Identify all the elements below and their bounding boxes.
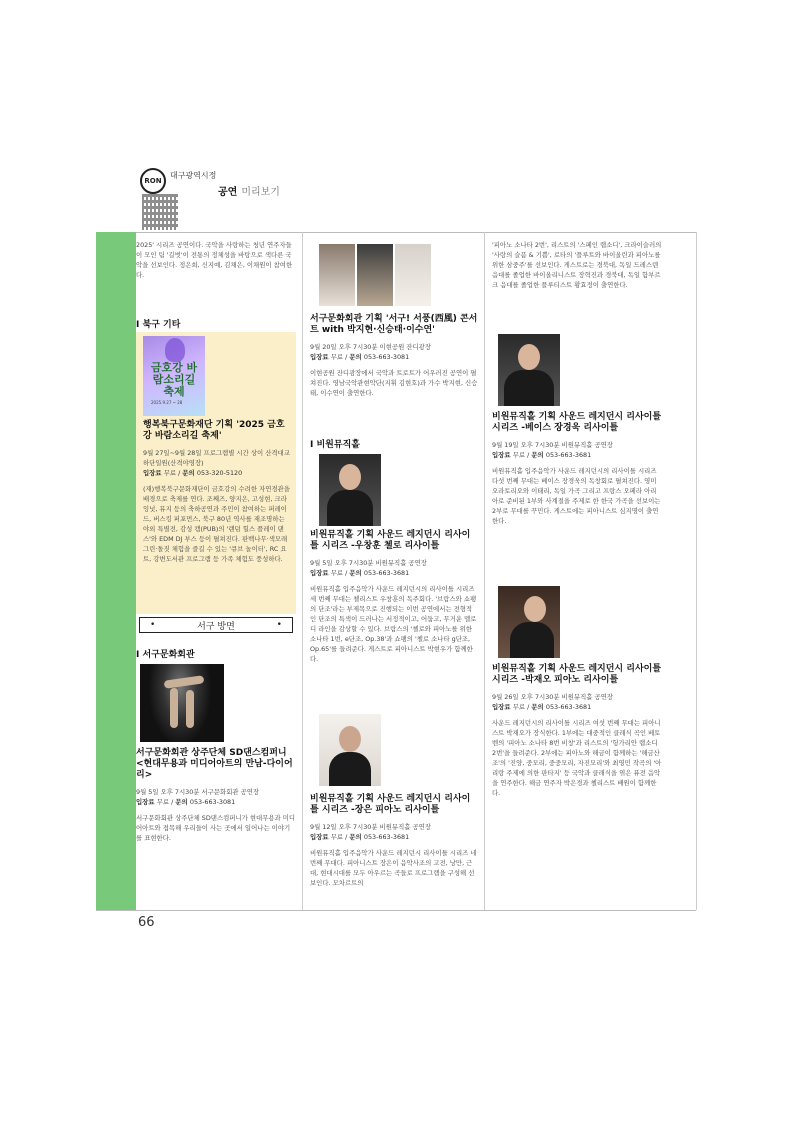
portrait-torso xyxy=(510,622,554,658)
event-body: 비원뮤직홀 입주음악가 사운드 레지던시의 리사이틀 시리즈 다섯 번째 무대는 베이스 장경욱의 독창회로 펼쳐진다. 영미 오라토리오와 이태리, 독일 가곡 그리고 프랑스 오페라 아리아로 준비된 1부와 사계절을 주제로 한 한국 가곡을 선보이는 2부로 무대를 꾸민다. 게스트에는 피아니스트 심지명이 출연한다. xyxy=(492,467,661,525)
inquiry-value: 053-663-3681 xyxy=(363,833,410,841)
inquiry-value: 053-663-3681 xyxy=(545,703,592,711)
bullet-right: • xyxy=(276,620,282,630)
inquiry-value: 053-663-3681 xyxy=(363,569,410,577)
inquiry-value: 053-663-3081 xyxy=(189,798,236,806)
category-heading xyxy=(136,642,296,661)
portrait-head xyxy=(339,726,361,752)
event-admission xyxy=(492,450,662,460)
admission-value: 무료 / xyxy=(512,703,532,711)
event-body: 비원뮤직홀 입주음악가 사운드 레지던시의 리사이틀 시리즈 세 번째 무대는 첼리스트 우창훈의 독주회다. '브람스와 쇼팽의 단조'라는 부제목으로 진행되는 이번 공연에서는 전형적인 단조의 특색이 드러나는 서정적이고, 어둡고, 무거운 멜로디 라인을 감상할 수 있다. 브람스의 '첼로와 피아노를 위한 소나타 1번, e단조, Op.38'과 쇼팽의 '첼로 소나타 g단조, Op.65'를 들려준다. 게스트로 피아니스트 박현우가 함께한다. xyxy=(310,585,477,663)
event-body: 이현공원 잔디광장에서 국악과 트로트가 어우러진 공연이 펼쳐진다. 영남국악관현악단(지휘 김현호)과 가수 박지현, 신승태, 이수연이 출연한다. xyxy=(310,369,478,397)
admission-label: 입장료 xyxy=(310,833,331,841)
qr-code-icon xyxy=(142,194,178,230)
event-admission xyxy=(310,832,478,842)
singer-photo-2 xyxy=(357,244,393,306)
event-date: 9월 26일 오후 7시30분 비원뮤직홀 공연장 xyxy=(492,693,613,701)
continued-text: '피아노 소나타 2번', 리스트의 '스페인 랩소디', 크라이슬러의 '사랑의 슬픔 & 기쁨', 로타의 '플루트와 바이올린과 피아노를 위한 삼중주'를 선보인다. 게스트로는 경북대, 독일 드레스덴 음대를 졸업한 바이올리니스트 장혁진과 경북대, 독일 함부르크 음대를 졸업한 플루티스트 황효정이 출연한다. xyxy=(492,241,662,289)
inquiry-label: 문의 xyxy=(349,353,364,361)
pianist-park-portrait xyxy=(498,586,560,658)
admission-value: 무료 / xyxy=(330,833,350,841)
inquiry-label: 문의 xyxy=(349,833,364,841)
intro-text: 2025' 시리즈 공연이다. 국악을 사랑하는 청년 연주자들이 모인 팀 '길벗'이 전통의 정체성을 바탕으로 색다른 국악을 선보인다. 정은희, 신지예, 김채은, 이채원이 참여한다. xyxy=(136,241,293,279)
dancer-figure xyxy=(186,690,194,728)
dancer-figure xyxy=(170,688,178,728)
inquiry-label: 문의 xyxy=(531,451,546,459)
category-heading xyxy=(310,432,478,451)
event-festival xyxy=(143,420,290,564)
event-dance xyxy=(136,748,296,843)
admission-value: 무료 / xyxy=(330,569,350,577)
inquiry-value: 053-663-3681 xyxy=(545,451,592,459)
category-west-hall: I 서구문화회관 xyxy=(136,650,195,660)
admission-label: 입장료 xyxy=(143,469,164,477)
inquiry-label: 문의 xyxy=(175,798,190,806)
category-heading xyxy=(136,312,296,331)
frame-bottom-rule xyxy=(96,910,696,911)
portrait-torso xyxy=(329,752,371,786)
category-buk: I 북구 기타 xyxy=(136,320,181,330)
event-body: 비원뮤직홀 입주음악가 사운드 레지던시 리사이틀 시리즈 네 번째 무대다. 피아니스트 장은이 음악사조의 고전, 낭만, 근대, 현대시대를 모두 아우르는 곡들로 프로그램을 구성해 선보인다. 모차르트의 xyxy=(310,849,477,887)
event-title: 서구문화회관 상주단체 SD댄스컴퍼니 <현대무용과 미디어아트의 만남-다이어리> xyxy=(136,748,293,780)
portrait-head xyxy=(524,596,546,622)
admission-value: 무료 / xyxy=(330,353,350,361)
column-divider xyxy=(484,232,485,910)
admission-label: 입장료 xyxy=(310,353,331,361)
event-date: 9월 12일 오후 7시30분 비원뮤직홀 공연장 xyxy=(310,823,431,831)
event-admission xyxy=(143,468,290,478)
cellist-portrait xyxy=(319,454,381,526)
pianist-portrait xyxy=(319,714,381,786)
event-body: 사운드 레지던시의 리사이틀 시리즈 여섯 번째 무대는 피아니스트 박재오가 장식한다. 1부에는 대중적인 클래식 곡인 베토벤의 '피아노 소나타 8번 비창'과 리스트의 '헝가리안 랩소디 2번'을 들려준다. 2부에는 피아노와 해금이 함께하는 '해금산조'의 '진양, 중모리, 중중모리, 자진모리'와 최영민 작곡의 '아리랑 주제에 의한 판타지' 등 국악과 클래식을 엮은 퓨전 음악을 연주한다. 해금 연주자 박은경과 첼리스트 배원이 함께한다. xyxy=(492,719,662,797)
event-date: 9월 19일 오후 7시30분 비원뮤직홀 공연장 xyxy=(492,441,613,449)
event-title: 비원뮤직홀 기획 사운드 레지던시 리사이틀 시리즈 -우창훈 첼로 리사이틀 xyxy=(310,530,471,551)
admission-value: 무료 / xyxy=(156,798,176,806)
singer-photo-1 xyxy=(319,244,355,306)
event-body: 서구문화회관 상주단체 SD댄스컴퍼니가 현대무용과 미디어아트와 접목해 우리들이 사는 곳에서 일어나는 이야기를 표현한다. xyxy=(136,814,296,842)
event-concert xyxy=(310,314,478,398)
event-piano-park xyxy=(492,664,662,798)
section-label xyxy=(218,183,280,198)
singers-photo xyxy=(319,244,431,306)
ron-badge: RON xyxy=(140,168,166,194)
section-label-light: 미리보기 xyxy=(241,187,280,198)
event-date: 9월 20일 오후 7시30분 이현공원 잔디광장 xyxy=(310,343,431,351)
continued-text-block xyxy=(492,240,662,290)
event-title: 비원뮤직홀 기획 사운드 레지던시 리사이틀 시리즈 -베이스 장경욱 리사이틀 xyxy=(492,412,662,433)
column-2 xyxy=(310,232,478,910)
admission-label: 입장료 xyxy=(492,451,513,459)
poster-title: 금호강 바람소리길 축제 xyxy=(150,361,198,398)
column-3 xyxy=(492,232,662,910)
admission-value: 무료 / xyxy=(163,469,183,477)
admission-label: 입장료 xyxy=(492,703,513,711)
event-admission xyxy=(310,568,478,578)
event-date: 9월 5일 오후 7시30분 비원뮤직홀 공연장 xyxy=(310,559,427,567)
west-box-label: 서구 방면 xyxy=(197,621,235,632)
category-biwon: I 비원뮤직홀 xyxy=(310,440,360,450)
poster-figure xyxy=(165,338,185,362)
event-bass xyxy=(492,412,662,526)
bass-singer-portrait xyxy=(498,334,560,406)
inquiry-value: 053-320-5120 xyxy=(196,469,243,477)
event-title: 서구문화회관 기획 '서구! 서풍(西風) 콘서트 with 박지현·신승태·이수연' xyxy=(310,314,478,335)
frame-right-rule xyxy=(696,232,697,910)
section-label-bold: 공연 xyxy=(218,187,238,198)
portrait-torso xyxy=(504,370,554,406)
inquiry-label: 문의 xyxy=(182,469,197,477)
event-title: 비원뮤직홀 기획 사운드 레지던시 리사이틀 시리즈 -장은 피아노 리사이틀 xyxy=(310,794,471,815)
portrait-head xyxy=(518,344,540,370)
admission-label: 입장료 xyxy=(136,798,157,806)
inquiry-label: 문의 xyxy=(349,569,364,577)
inquiry-label: 문의 xyxy=(531,703,546,711)
poster-date: 2025.9.27 ~ 28 xyxy=(151,400,183,405)
intro-text-block xyxy=(136,240,296,280)
green-side-bar xyxy=(96,232,136,910)
event-piano-jang xyxy=(310,794,478,888)
singer-photo-3 xyxy=(395,244,431,306)
event-title: 행복북구문화재단 기획 '2025 금호강 바람소리길 축제' xyxy=(143,420,285,441)
inquiry-value: 053-663-3081 xyxy=(363,353,410,361)
page-number: 66 xyxy=(138,915,155,930)
event-admission xyxy=(492,702,662,712)
column-1 xyxy=(136,232,296,910)
event-admission xyxy=(310,352,478,362)
festival-promo-box xyxy=(136,332,296,614)
event-title: 비원뮤직홀 기획 사운드 레지던시 리사이틀 시리즈 -박재오 피아노 리사이틀 xyxy=(492,664,662,685)
event-cello xyxy=(310,530,478,664)
portrait-head xyxy=(339,464,361,490)
event-date: 9월 27일~9월 28일 프로그램별 시간 상이 산격대교 하단일원(산격야영장) xyxy=(143,449,290,467)
portrait-torso xyxy=(327,490,373,526)
event-body: (재)행복북구문화재단이 금호강의 수려한 자연경관을 배경으로 축제를 연다. 조째즈, 양지은, 고성현, 크라잉넛, 뮤지 등의 축하공연과 주민이 참여하는 퍼레이드, 버스킹 퍼포먼스, 북구 80년 역사를 재조명하는 야외 특별전, 감성 캠(PUB)의 '랜덤 힐스 플레이 댄스'와 EDM DJ 부스 등이 펼쳐진다. 판백나무·색모래그린·돌짓 체험을 즐길 수 있는 '큐브 놀이터', RC 요트, 강변도서관 프로그램 등 가족 체험도 풍성하다. xyxy=(143,485,290,563)
bullet-left: • xyxy=(150,620,156,630)
event-date: 9월 5일 오후 7시30분 서구문화회관 공연장 xyxy=(136,788,260,796)
event-admission xyxy=(136,797,296,807)
admission-value: 무료 / xyxy=(512,451,532,459)
admission-label: 입장료 xyxy=(310,569,331,577)
west-district-box xyxy=(139,617,293,633)
dance-photo xyxy=(140,664,224,742)
column-divider xyxy=(302,232,303,910)
festival-poster xyxy=(143,336,205,416)
publisher-name: 대구광역시정 xyxy=(170,171,217,180)
